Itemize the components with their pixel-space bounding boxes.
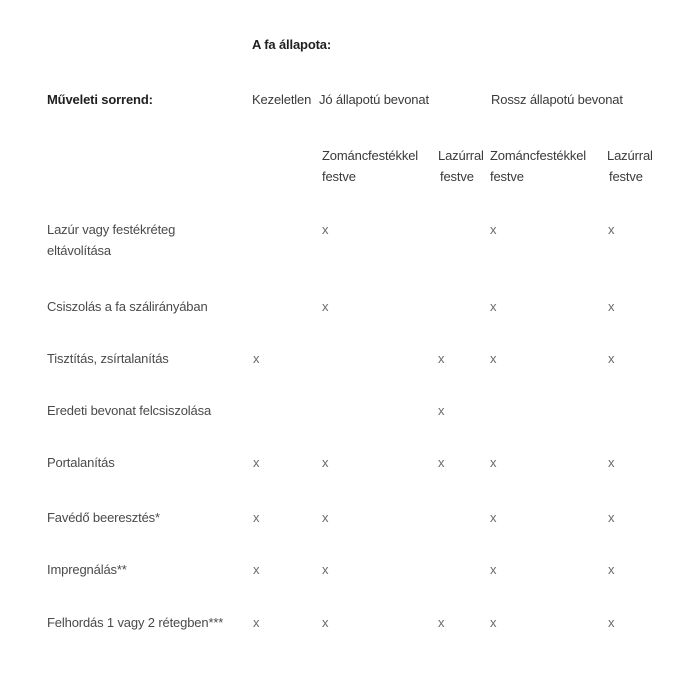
check-mark-good-lazur: x: [438, 403, 445, 418]
check-mark-bad-lazur: x: [608, 299, 615, 314]
subheader-good-lazur-2: festve: [440, 169, 474, 184]
check-mark-bad-lazur: x: [608, 351, 615, 366]
row-label: Tisztítás, zsírtalanítás: [47, 351, 169, 366]
check-mark-good-lazur: x: [438, 455, 445, 470]
check-mark-bad-lazur: x: [608, 562, 615, 577]
row-label: Felhordás 1 vagy 2 rétegben***: [47, 615, 224, 630]
check-mark-untreated: x: [253, 562, 260, 577]
check-mark-untreated: x: [253, 615, 260, 630]
subheader-good-enamel-2: festve: [322, 169, 356, 184]
row-label: Favédő beeresztés*: [47, 510, 160, 525]
row-label: Csiszolás a fa szálirányában: [47, 299, 208, 314]
check-mark-good-lazur: x: [438, 351, 445, 366]
check-mark-bad-enamel: x: [490, 351, 497, 366]
check-mark-untreated: x: [253, 455, 260, 470]
col-header-good-coating: Jó állapotú bevonat: [319, 92, 429, 107]
check-mark-bad-enamel: x: [490, 615, 497, 630]
check-mark-bad-enamel: x: [490, 299, 497, 314]
check-mark-good-enamel: x: [322, 510, 329, 525]
check-mark-good-enamel: x: [322, 562, 329, 577]
subheader-good-lazur: Lazúrral: [438, 148, 484, 163]
check-mark-untreated: x: [253, 351, 260, 366]
check-mark-bad-lazur: x: [608, 615, 615, 630]
check-mark-good-enamel: x: [322, 222, 329, 237]
row-label: Impregnálás**: [47, 562, 127, 577]
subheader-bad-enamel-2: festve: [490, 169, 524, 184]
check-mark-bad-enamel: x: [490, 562, 497, 577]
check-mark-good-lazur: x: [438, 615, 445, 630]
check-mark-good-enamel: x: [322, 299, 329, 314]
col-header-bad-coating: Rossz állapotú bevonat: [491, 92, 623, 107]
row-label: Eredeti bevonat felcsiszolása: [47, 403, 212, 418]
check-mark-bad-enamel: x: [490, 222, 497, 237]
check-mark-bad-enamel: x: [490, 510, 497, 525]
sequence-title: Műveleti sorrend:: [47, 92, 153, 107]
check-mark-good-enamel: x: [322, 615, 329, 630]
check-mark-untreated: x: [253, 510, 260, 525]
check-mark-good-enamel: x: [322, 455, 329, 470]
check-mark-bad-enamel: x: [490, 455, 497, 470]
subheader-bad-lazur-2: festve: [609, 169, 643, 184]
state-title: A fa állapota:: [252, 37, 332, 52]
check-mark-bad-lazur: x: [608, 222, 615, 237]
subheader-bad-enamel: Zománcfestékkel: [490, 148, 587, 163]
subheader-bad-lazur: Lazúrral: [607, 148, 653, 163]
row-label: Portalanítás: [47, 455, 115, 470]
row-label-continued: eltávolítása: [47, 243, 111, 258]
check-mark-bad-lazur: x: [608, 455, 615, 470]
check-mark-bad-lazur: x: [608, 510, 615, 525]
subheader-good-enamel: Zománcfestékkel: [322, 148, 419, 163]
col-header-untreated: Kezeletlen: [252, 92, 312, 107]
row-label: Lazúr vagy festékréteg: [47, 222, 176, 237]
